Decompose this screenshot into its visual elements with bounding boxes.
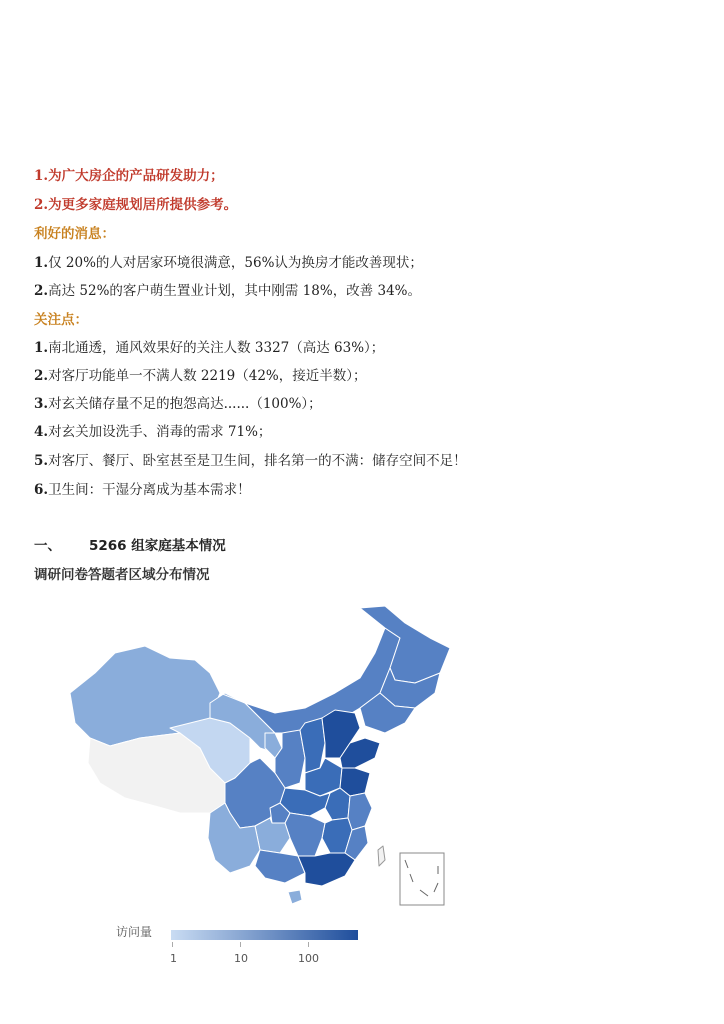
concern-item-2: 2.对客厅功能单一不满人数 2219（42%，接近半数）；: [34, 368, 367, 384]
region-guizhou: [255, 818, 290, 853]
legend-label-100: 100: [298, 952, 319, 965]
nine-dash-line: [405, 860, 438, 896]
section-heading: 一、 5266 组家庭基本情况: [34, 538, 226, 554]
china-choropleth-map: [60, 598, 460, 968]
region-taiwan: [378, 846, 385, 866]
legend-gradient-bar: [171, 930, 358, 940]
concern-item-4: 4.对玄关加设洗手、消毒的需求 71%；: [34, 424, 272, 440]
section-subtitle: 调研问卷答题者区域分布情况: [34, 567, 210, 583]
legend-tick-100: [308, 942, 309, 947]
south-china-sea-inset: [400, 853, 444, 905]
concern-item-5: 5.对客厅、餐厅、卧室甚至是卫生间，排名第一的不满：储存空间不足！: [34, 453, 467, 469]
good-news-heading: 利好的消息：: [34, 226, 115, 242]
legend-label-1: 1: [170, 952, 177, 965]
map-svg: [60, 598, 460, 918]
region-hainan: [288, 890, 302, 904]
legend-tick-1: [172, 942, 173, 947]
region-guangdong: [298, 853, 355, 886]
legend-title: 访问量: [116, 925, 153, 939]
purpose-item-2: 2.为更多家庭规划居所提供参考。: [34, 197, 238, 213]
good-news-item-2: 2.高达 52%的客户萌生置业计划，其中刚需 18%，改善 34%。: [34, 283, 421, 299]
concern-item-3: 3.对玄关储存量不足的抱怨高达......（100%）；: [34, 396, 322, 412]
purpose-item-1: 1.为广大房企的产品研发助力；: [34, 168, 224, 184]
good-news-item-1: 1.仅 20%的人对居家环境很满意，56%认为换房才能改善现状；: [34, 255, 423, 271]
legend-tick-10: [240, 942, 241, 947]
concern-item-6: 6.卫生间：干湿分离成为基本需求！: [34, 482, 251, 498]
legend-label-10: 10: [234, 952, 248, 965]
concern-item-1: 1.南北通透，通风效果好的关注人数 3327（高达 63%）；: [34, 340, 385, 356]
region-zhejiang: [348, 793, 372, 830]
region-hunan: [285, 813, 325, 856]
concerns-heading: 关注点：: [34, 312, 88, 328]
